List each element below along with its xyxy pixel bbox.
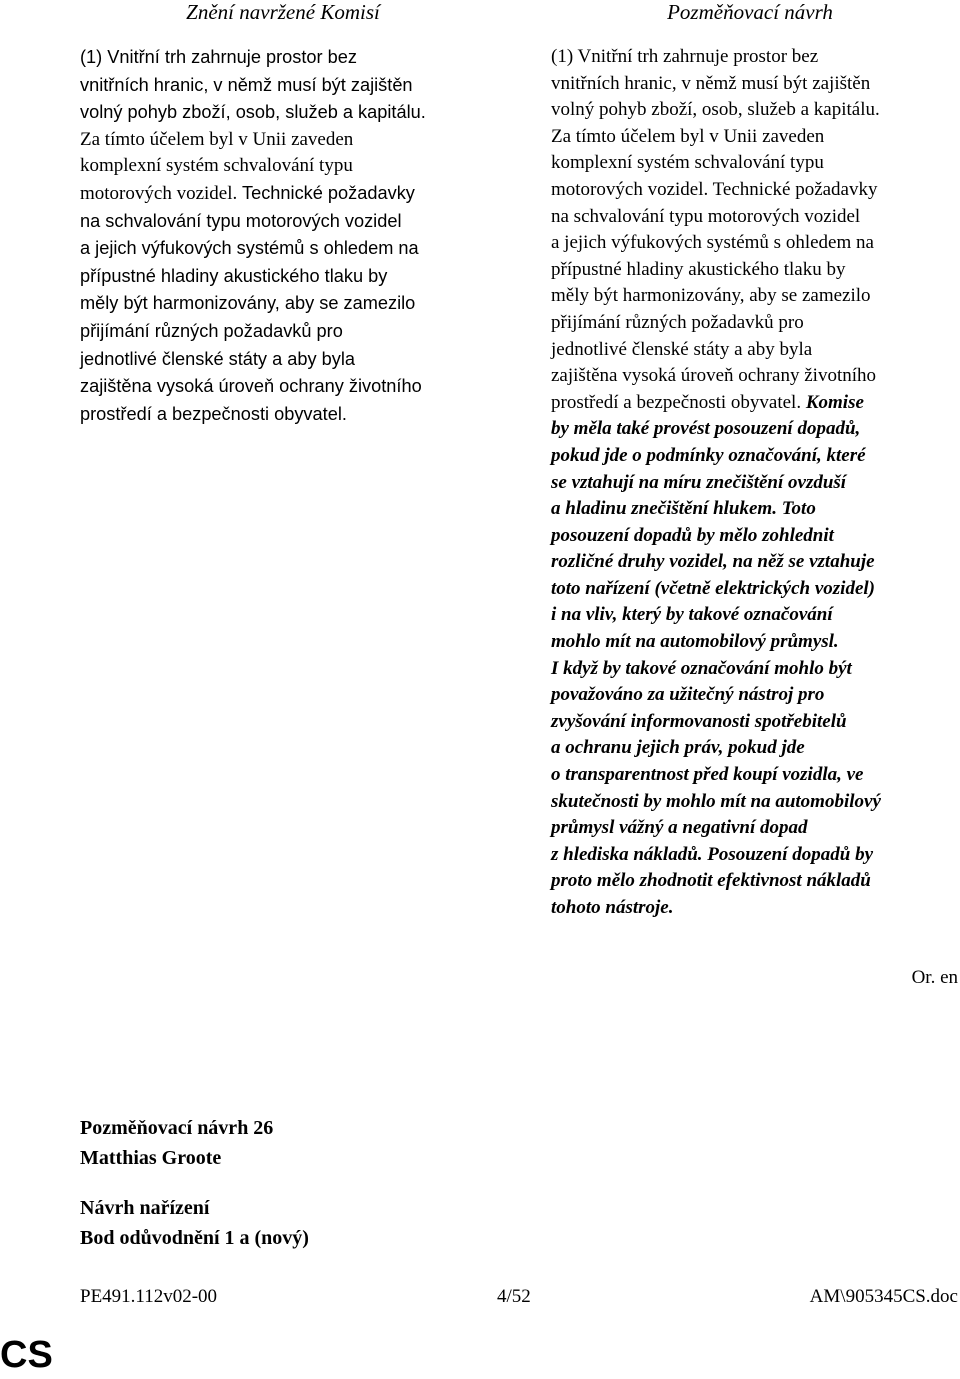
text-line: prostředí a bezpečnosti obyvatel. Komise xyxy=(551,391,864,413)
text-line: a jejich výfukových systémů s ohledem na xyxy=(551,232,874,254)
text-line xyxy=(551,549,960,576)
text-line: zajištěna vysoká úroveň ochrany životního xyxy=(551,365,877,387)
added-text: a hladinu znečištění hlukem. Toto xyxy=(551,498,816,520)
added-text: zvyšování informovanosti spotřebitelů xyxy=(551,710,847,732)
text-line xyxy=(551,576,960,603)
amendment-author: Matthias Groote xyxy=(80,1147,222,1169)
footer-page-number: 4/52 xyxy=(497,1286,531,1307)
text-line: jednotlivé členské státy a aby byla xyxy=(80,348,355,369)
commission-text-column xyxy=(80,44,500,428)
text-line: (1) Vnitřní trh zahrnuje prostor bez xyxy=(551,46,819,67)
text-line xyxy=(551,496,960,523)
text-line: volný pohyb zboží, osob, služeb a kapitálu. xyxy=(80,102,426,123)
text-line xyxy=(551,656,960,683)
added-text: proto mělo zhodnotit efektivnost nákladů xyxy=(551,870,871,892)
text-line: motorových vozidel. Technické požadavky xyxy=(80,182,415,204)
amendment-doc-type: Návrh nařízení xyxy=(80,1197,210,1219)
right-column-heading: Pozměňovací návrh xyxy=(667,0,833,24)
text-line xyxy=(551,815,960,842)
added-text: průmysl vážný a negativní dopad xyxy=(551,817,808,839)
text-line: motorových vozidel. Technické požadavky xyxy=(551,178,878,200)
text-line: zajištěna vysoká úroveň ochrany životního xyxy=(80,376,422,397)
footer-document-number: PE491.112v02-00 xyxy=(80,1286,218,1307)
added-text: pokud jde o podmínky označování, které xyxy=(551,444,866,466)
footer-file-name: AM\905345CS.doc xyxy=(809,1286,958,1307)
amendment-reference: Bod odůvodnění 1 a (nový) xyxy=(80,1227,309,1249)
added-text: I když by takové označování mohlo být xyxy=(551,657,852,679)
language-code: CS xyxy=(0,1334,53,1376)
added-text: posouzení dopadů by mělo zohlednit xyxy=(551,524,834,546)
text-line xyxy=(551,629,960,656)
text-line xyxy=(551,868,960,895)
added-text: tohoto nástroje. xyxy=(551,897,674,918)
amendment-reference-block xyxy=(80,1193,309,1253)
text-line xyxy=(551,416,960,443)
text-line xyxy=(551,895,960,922)
text-line: jednotlivé členské státy a aby byla xyxy=(551,338,813,360)
text-line: přípustné hladiny akustického tlaku by xyxy=(551,258,846,280)
added-text: toto nařízení (včetně elektrických vozidel) xyxy=(551,577,875,599)
text-line: Za tímto účelem byl v Unii zaveden xyxy=(551,125,825,147)
added-text: by měla také provést posouzení dopadů, xyxy=(551,418,861,440)
added-text: považováno za užitečný nástroj pro xyxy=(551,684,825,706)
added-text: rozličné druhy vozidel, na něž se vztahuje xyxy=(551,551,875,573)
added-text: se vztahují na míru znečištění ovzduší xyxy=(551,471,847,493)
text-line: vnitřních hranic, v němž musí být zajištěn xyxy=(551,72,871,94)
text-line xyxy=(551,470,960,497)
text-line: a jejich výfukových systémů s ohledem na xyxy=(80,238,419,259)
text-line: Za tímto účelem byl v Unii zaveden xyxy=(80,128,354,150)
text-line: komplexní systém schvalování typu xyxy=(551,152,824,174)
text-line: přijímání různých požadavků pro xyxy=(551,311,804,333)
text-line xyxy=(551,709,960,736)
original-language: Or. en xyxy=(911,967,958,988)
left-column-heading: Znění navržené Komisí xyxy=(186,0,380,24)
text-line: vnitřních hranic, v němž musí být zajištěn xyxy=(80,74,413,95)
added-text: o transparentnost před koupí vozidla, ve xyxy=(551,764,864,786)
amendment-text-column xyxy=(551,44,960,922)
text-line xyxy=(551,842,960,869)
text-line: měly být harmonizovány, aby se zamezilo xyxy=(80,293,416,314)
text-line: volný pohyb zboží, osob, služeb a kapitálu. xyxy=(551,99,880,121)
text-line xyxy=(551,735,960,762)
text-line xyxy=(551,682,960,709)
text-line xyxy=(551,523,960,550)
amendment-number: Pozměňovací návrh 26 xyxy=(80,1117,274,1139)
added-text: mohlo mít na automobilový průmysl. xyxy=(551,631,839,653)
text-line xyxy=(551,602,960,629)
text-line: na schvalování typu motorových vozidel xyxy=(80,210,402,231)
added-text: a ochranu jejich práv, pokud jde xyxy=(551,737,805,759)
added-text: skutečnosti by mohlo mít na automobilový xyxy=(551,790,881,812)
text-line: prostředí a bezpečnosti obyvatel. xyxy=(80,403,347,424)
text-line xyxy=(551,762,960,789)
text-line: (1) Vnitřní trh zahrnuje prostor bez xyxy=(80,47,357,67)
text-line: měly být harmonizovány, aby se zamezilo xyxy=(551,285,871,307)
added-text: Komise xyxy=(805,391,864,413)
text-line: přijímání různých požadavků pro xyxy=(80,320,343,341)
text-line xyxy=(551,443,960,470)
text-line: na schvalování typu motorových vozidel xyxy=(551,205,861,227)
added-text: z hlediska nákladů. Posouzení dopadů by xyxy=(551,843,873,865)
text-line: přípustné hladiny akustického tlaku by xyxy=(80,265,388,286)
text-line: komplexní systém schvalování typu xyxy=(80,155,353,177)
amendment-header xyxy=(80,1113,273,1173)
text-line xyxy=(551,789,960,816)
added-text: i na vliv, který by takové označování xyxy=(551,604,833,626)
